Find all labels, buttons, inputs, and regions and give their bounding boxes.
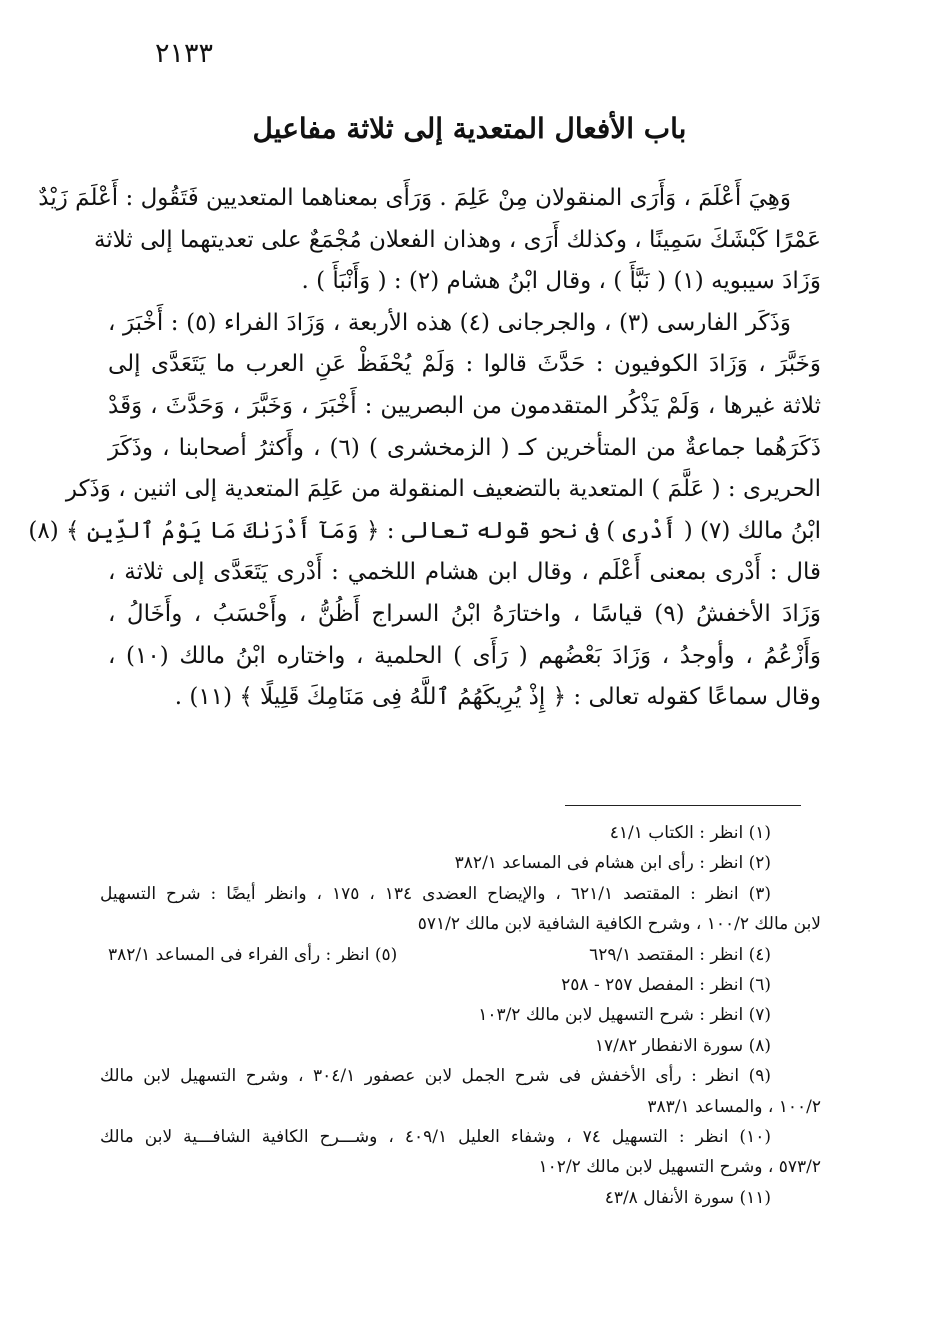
- body-line: وَهِيَ أَعْلَمَ ، وَأَرَى المنقولان مِنْ عَلِمَ . وَرَأَى بمعناهما المتعديين فَتَقُول : أَعْلَمَ زَيْدٌ: [38, 185, 791, 211]
- body-line: وَأَزْعُمُ ، وأوجدُ ، وَزَادَ بَعْضُهم ( رَأَى ) الحلمية ، واختاره ابْنُ مالك (١٠) ،: [108, 642, 821, 669]
- body-line: وَزَادَ سيبويه (١) ( نَبَّأَ ) ، وقال ابْنُ هشام (٢) : ( وَأَنْبَأَ ) .: [301, 268, 821, 295]
- footnote-4: (٤) انظر : المقتصد ٦٢٩/١: [589, 944, 771, 965]
- footnote-6: (٦) انظر : المفصل ٢٥٧ - ٢٥٨: [561, 974, 771, 995]
- footnote-row-4-5: [100, 940, 821, 970]
- footnote-9-continued: ١٠٠/٢ ، والمساعد ٣٨٣/١: [647, 1096, 821, 1117]
- footnote-divider: [565, 805, 801, 806]
- chapter-title: باب الأفعال المتعدية إلى ثلاثة مفاعيل: [252, 112, 687, 145]
- footnote-3-continued: لابن مالك ١٠٠/٢ ، وشرح الكافية الشافية لابن مالك ٥٧١/٢: [417, 914, 821, 935]
- footnote-8: (٨) سورة الانفطار ١٧/٨٢: [594, 1035, 771, 1056]
- body-line: الحريرى : ( عَلَّمَ ) المتعدية بالتضعيف المنقولة من عَلِمَ المتعدية إلى اثنين ، وَذَكر: [65, 476, 821, 503]
- body-text: [28, 178, 822, 719]
- footnotes: [100, 818, 821, 1213]
- body-line: وقال سماعًا كقوله تعالى : ﴿ إِذْ يُرِيكَهُمُ ٱللَّهُ فِى مَنَامِكَ قَلِيلًا ﴾ (١١) .: [174, 684, 821, 711]
- footnote-7: (٧) انظر : شرح التسهيل لابن مالك ١٠٣/٢: [478, 1005, 771, 1026]
- footnote-10: (١٠) انظر : التسهيل ٧٤ ، وشفاء العليل ٤٠٩/١ ، وشـــرح الكافية الشافـــية لابن مالك: [100, 1126, 771, 1147]
- body-line: ابْنُ مالك (٧) ( أَدْرى ) فى نحو قوله تعالى : ﴿ وَمَآ أَدْرَىٰكَ مَا يَوْمُ ٱلدِّينِ ﴾ (٨): [28, 517, 821, 544]
- footnote-3: (٣) انظر : المقتصد ٦٢١/١ ، والإيضاح العضدى ١٣٤ ، ١٧٥ ، وانظر أيضًا : شرح التسهيل: [100, 883, 771, 904]
- page-number: ٢١٣٣: [155, 38, 214, 69]
- footnote-11: (١١) سورة الأنفال ٤٣/٨: [604, 1187, 771, 1208]
- footnote-1: (١) انظر : الكتاب ٤١/١: [609, 823, 771, 843]
- footnote-5: (٥) انظر : رأى الفراء فى المساعد ٣٨٢/١: [108, 944, 398, 965]
- body-line: قال : أَدْرى بمعنى أَعْلَم ، وقال ابن هشام اللخمي : أَدْرى يَتَعَدَّى إلى ثلاثة ،: [108, 559, 821, 586]
- body-line: وَذَكَر الفارسى (٣) ، والجرجانى (٤) هذه الأربعة ، وَزَادَ الفراء (٥) : أَخْبَرَ ،: [108, 309, 791, 336]
- body-line: وَخَبَّرَ ، وَزَادَ الكوفيون : حَدَّثَ قالوا : وَلَمْ يُحْفَظْ عَنِ العرب ما يَتَعَدَّى إلى: [108, 351, 821, 378]
- body-line: عَمْرًا كَبْشَكَ سَمِينًا ، وكذلك أَرَى ، وهذان الفعلان مُجْمَعٌ على تعديتهما إلى ثلاثة: [93, 226, 821, 253]
- footnote-10-continued: ٥٧٣/٢ ، وشرح التسهيل لابن مالك ١٠٢/٢: [538, 1157, 821, 1178]
- body-line: وَزَادَ الأخفشُ (٩) قياسًا ، واختارَهُ ابْنُ السراج أَظُنُّ ، وأَحْسَبُ ، وأَخَالُ ،: [108, 600, 822, 627]
- footnote-9: (٩) انظر : رأى الأخفش فى شرح الجمل لابن عصفور ٣٠٤/١ ، وشرح التسهيل لابن مالك: [100, 1066, 771, 1087]
- body-line: ثلاثة غيرها ، وَلَمْ يَذْكُر المتقدمون من البصريين : أَخْبَرَ ، وَخَبَّرَ ، وَحَدَّثَ ، وَقَدْ: [108, 392, 821, 419]
- body-line: ذَكَرَهُما جماعةٌ من المتأخرين كـ ( الزمخشرى ) (٦) ، وأَكثرُ أصحابنا ، وذَكَرَ: [108, 434, 821, 461]
- footnote-2: (٢) انظر : رأى ابن هشام فى المساعد ٣٨٢/١: [454, 853, 771, 874]
